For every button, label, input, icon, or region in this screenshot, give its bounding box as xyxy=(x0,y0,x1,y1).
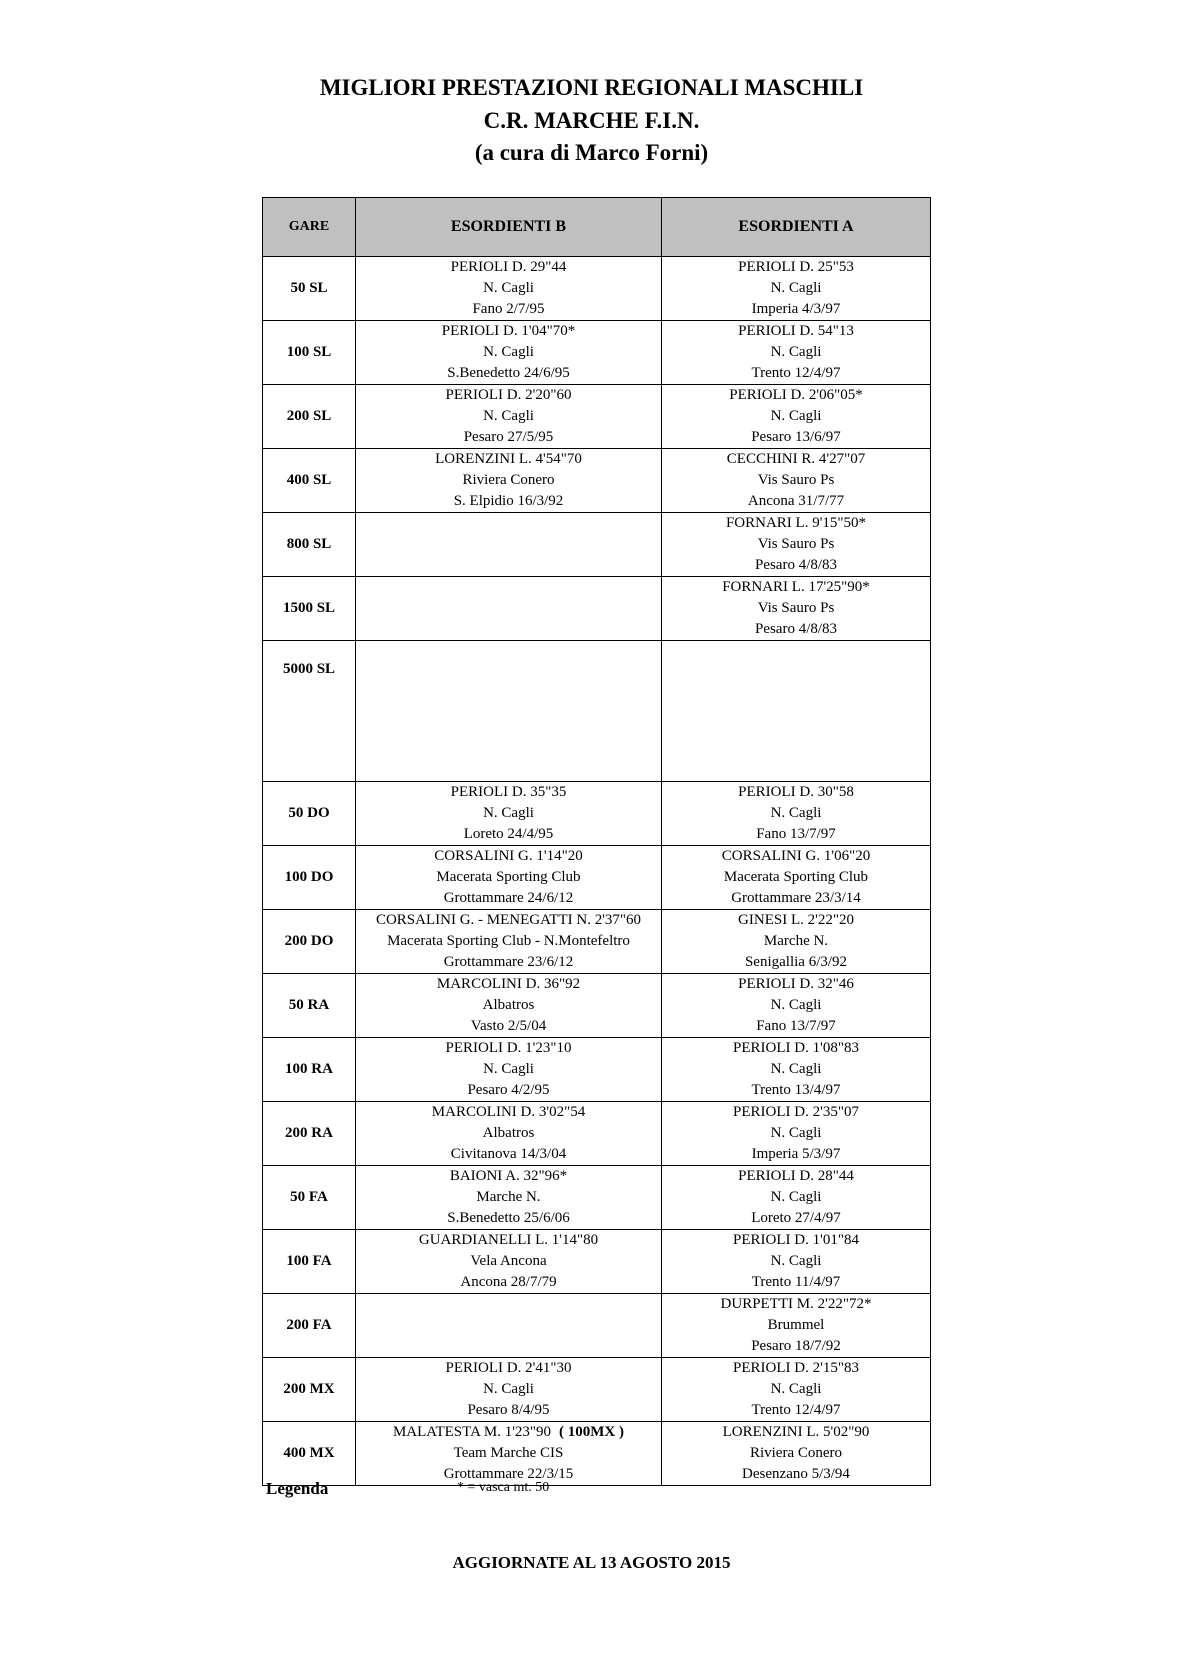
record-place-date: Trento 11/4/97 xyxy=(751,1274,841,1290)
record-club: Macerata Sporting Club xyxy=(723,869,869,885)
esordienti-a-cell xyxy=(662,1294,931,1358)
header-esordienti-a: ESORDIENTI A xyxy=(662,198,931,257)
table-row xyxy=(263,577,931,641)
event-cell: 5000 SL xyxy=(263,641,356,782)
event-cell: 50 SL xyxy=(263,257,356,321)
esordienti-b-cell xyxy=(356,910,662,974)
table-row xyxy=(263,641,931,782)
record-athlete-time: PERIOLI D. 35"35 xyxy=(450,784,567,800)
record-athlete-time: PERIOLI D. 1'01"84 xyxy=(733,1232,859,1248)
record-place-date: Civitanova 14/3/04 xyxy=(450,1146,567,1162)
record-place-date: Fano 2/7/95 xyxy=(472,301,545,317)
record-club: N. Cagli xyxy=(770,1381,822,1397)
record-club: N. Cagli xyxy=(483,344,534,360)
event-cell: 100 SL xyxy=(263,321,356,385)
record-club: N. Cagli xyxy=(770,1125,822,1141)
record-club: Riviera Conero xyxy=(749,1445,843,1461)
record-place-date: Ancona 28/7/79 xyxy=(460,1274,557,1290)
esordienti-a-cell xyxy=(662,321,931,385)
record-athlete-time: CORSALINI G. 1'06"20 xyxy=(721,848,871,864)
record-athlete-time xyxy=(356,1422,661,1443)
esordienti-a-cell xyxy=(662,1422,931,1486)
event-cell: 200 RA xyxy=(263,1102,356,1166)
record-place-date: Pesaro 8/4/95 xyxy=(467,1402,550,1418)
table-row xyxy=(263,974,931,1038)
record-athlete-time: PERIOLI D. 2'41"30 xyxy=(445,1360,572,1376)
record-athlete-time: PERIOLI D. 2'15"83 xyxy=(733,1360,859,1376)
esordienti-b-cell xyxy=(356,513,662,577)
record-athlete-time: GINESI L. 2'22"20 xyxy=(738,912,854,928)
record-place-date: S.Benedetto 25/6/06 xyxy=(447,1210,570,1226)
record-place-date: Loreto 27/4/97 xyxy=(751,1210,841,1226)
record-place-date: Trento 12/4/97 xyxy=(751,365,841,381)
event-cell: 200 DO xyxy=(263,910,356,974)
table-row xyxy=(263,385,931,449)
record-athlete-time: PERIOLI D. 29"44 xyxy=(450,259,567,275)
record-athlete-time: LORENZINI L. 4'54"70 xyxy=(435,451,582,467)
event-cell: 50 RA xyxy=(263,974,356,1038)
record-place-date: Grottammare 22/3/15 xyxy=(443,1466,574,1482)
record-athlete-time: DURPETTI M. 2'22"72* xyxy=(720,1296,872,1312)
title-line-2: C.R. MARCHE F.I.N. xyxy=(483,108,700,133)
esordienti-a-cell xyxy=(662,1102,931,1166)
event-cell: 50 FA xyxy=(263,1166,356,1230)
record-club: N. Cagli xyxy=(483,1381,534,1397)
record-athlete-time: CORSALINI G. 1'14"20 xyxy=(434,848,583,864)
title-line-1: MIGLIORI PRESTAZIONI REGIONALI MASCHILI xyxy=(319,75,864,100)
record-place-date: Desenzano 5/3/94 xyxy=(742,1466,850,1482)
event-cell: 200 SL xyxy=(263,385,356,449)
event-cell: 50 DO xyxy=(263,782,356,846)
table-row xyxy=(263,1102,931,1166)
record-place-date: Pesaro 27/5/95 xyxy=(463,429,554,445)
record-club: N. Cagli xyxy=(770,1061,822,1077)
esordienti-a-cell xyxy=(662,1038,931,1102)
table-row xyxy=(263,449,931,513)
record-place-date: Fano 13/7/97 xyxy=(756,1018,836,1034)
record-note: ( 100MX ) xyxy=(559,1424,625,1440)
update-date: AGGIORNATE AL 13 AGOSTO 2015 xyxy=(452,1553,731,1572)
esordienti-a-cell xyxy=(662,782,931,846)
event-cell: 100 DO xyxy=(263,846,356,910)
record-place-date: Loreto 24/4/95 xyxy=(463,826,554,842)
record-club: N. Cagli xyxy=(770,1189,822,1205)
record-athlete-time-text: MALATESTA M. 1'23"90 xyxy=(392,1424,552,1440)
record-club: Vis Sauro Ps xyxy=(757,536,835,552)
table-row xyxy=(263,1038,931,1102)
record-athlete-time: BAIONI A. 32"96* xyxy=(449,1168,568,1184)
record-athlete-time: PERIOLI D. 54"13 xyxy=(738,323,854,339)
esordienti-a-cell xyxy=(662,577,931,641)
esordienti-b-cell xyxy=(356,1230,662,1294)
header-gare: GARE xyxy=(263,198,356,257)
record-athlete-time: CORSALINI G. - MENEGATTI N. 2'37"60 xyxy=(375,912,642,928)
record-place-date: Grottammare 23/6/12 xyxy=(443,954,574,970)
record-club: N. Cagli xyxy=(770,805,822,821)
esordienti-a-cell xyxy=(662,1166,931,1230)
esordienti-a-cell xyxy=(662,449,931,513)
record-club: N. Cagli xyxy=(770,280,822,296)
record-place-date: Imperia 4/3/97 xyxy=(751,301,841,317)
record-athlete-time: PERIOLI D. 32"46 xyxy=(738,976,854,992)
esordienti-a-cell xyxy=(662,1230,931,1294)
event-cell: 200 FA xyxy=(263,1294,356,1358)
esordienti-b-cell xyxy=(356,385,662,449)
record-place-date: Grottammare 24/6/12 xyxy=(443,890,574,906)
record-club: N. Cagli xyxy=(483,408,534,424)
record-club: N. Cagli xyxy=(770,408,822,424)
record-club: Macerata Sporting Club xyxy=(436,869,581,885)
record-place-date: Pesaro 4/2/95 xyxy=(467,1082,550,1098)
event-cell: 200 MX xyxy=(263,1358,356,1422)
record-athlete-time: PERIOLI D. 25"53 xyxy=(738,259,854,275)
record-club: Team Marche CIS xyxy=(453,1445,564,1461)
record-place-date: Senigallia 6/3/92 xyxy=(744,954,848,970)
esordienti-a-cell xyxy=(662,846,931,910)
records-table xyxy=(262,197,931,1486)
esordienti-b-cell xyxy=(356,321,662,385)
record-athlete-time: PERIOLI D. 1'23"10 xyxy=(445,1040,572,1056)
esordienti-a-cell xyxy=(662,513,931,577)
record-place-date: Pesaro 18/7/92 xyxy=(751,1338,841,1354)
event-cell: 100 RA xyxy=(263,1038,356,1102)
record-athlete-time: GUARDIANELLI L. 1'14"80 xyxy=(418,1232,599,1248)
esordienti-b-cell xyxy=(356,1422,662,1486)
table-row xyxy=(263,1358,931,1422)
record-club: N. Cagli xyxy=(770,344,822,360)
esordienti-a-cell xyxy=(662,257,931,321)
record-athlete-time: MARCOLINI D. 36"92 xyxy=(436,976,581,992)
esordienti-a-cell xyxy=(662,641,931,782)
record-athlete-time: FORNARI L. 17'25"90* xyxy=(722,579,870,595)
esordienti-b-cell xyxy=(356,1166,662,1230)
esordienti-b-cell xyxy=(356,1358,662,1422)
record-place-date: Pesaro 4/8/83 xyxy=(754,621,838,637)
record-athlete-time: PERIOLI D. 2'35"07 xyxy=(733,1104,859,1120)
esordienti-b-cell xyxy=(356,974,662,1038)
table-row xyxy=(263,1294,931,1358)
table-row xyxy=(263,321,931,385)
esordienti-b-cell xyxy=(356,1294,662,1358)
table-row xyxy=(263,1230,931,1294)
record-place-date: Imperia 5/3/97 xyxy=(751,1146,841,1162)
record-club: N. Cagli xyxy=(483,1061,534,1077)
record-club: Macerata Sporting Club - N.Montefeltro xyxy=(387,933,630,949)
record-place-date: Fano 13/7/97 xyxy=(756,826,836,842)
table-row xyxy=(263,782,931,846)
esordienti-a-cell xyxy=(662,910,931,974)
table-header-row xyxy=(263,198,931,257)
esordienti-a-cell xyxy=(662,1358,931,1422)
record-place-date: S.Benedetto 24/6/95 xyxy=(447,365,570,381)
record-club: Riviera Conero xyxy=(462,472,555,488)
record-club: Marche N. xyxy=(476,1189,541,1205)
record-club: Vis Sauro Ps xyxy=(757,600,835,616)
event-cell: 800 SL xyxy=(263,513,356,577)
record-place-date: Pesaro 13/6/97 xyxy=(751,429,841,445)
table-row xyxy=(263,1166,931,1230)
legend-text: * = vasca mt. 50 xyxy=(457,1480,550,1495)
legend-label: Legenda xyxy=(266,1479,329,1498)
record-club: Vis Sauro Ps xyxy=(757,472,835,488)
table-row xyxy=(263,846,931,910)
record-athlete-time: LORENZINI L. 5'02"90 xyxy=(722,1424,870,1440)
record-club: N. Cagli xyxy=(770,997,822,1013)
header-esordienti-b: ESORDIENTI B xyxy=(356,198,662,257)
record-place-date: S. Elpidio 16/3/92 xyxy=(453,493,564,509)
record-athlete-time: CECCHINI R. 4'27"07 xyxy=(726,451,866,467)
records-body xyxy=(263,257,931,1486)
table-row xyxy=(263,1422,931,1486)
record-club: Albatros xyxy=(482,997,535,1013)
record-athlete-time: PERIOLI D. 1'04"70* xyxy=(441,323,576,339)
record-athlete-time: PERIOLI D. 2'06"05* xyxy=(729,387,863,403)
event-cell: 1500 SL xyxy=(263,577,356,641)
record-place-date: Grottammare 23/3/14 xyxy=(731,890,861,906)
table-row xyxy=(263,257,931,321)
table-row xyxy=(263,910,931,974)
esordienti-b-cell xyxy=(356,257,662,321)
record-athlete-time: PERIOLI D. 1'08"83 xyxy=(733,1040,859,1056)
event-cell: 400 SL xyxy=(263,449,356,513)
record-place-date: Trento 12/4/97 xyxy=(751,1402,841,1418)
title-line-3: (a cura di Marco Forni) xyxy=(474,140,709,165)
record-club: Vela Ancona xyxy=(470,1253,547,1269)
record-place-date: Ancona 31/7/77 xyxy=(747,493,845,509)
table-row xyxy=(263,513,931,577)
event-cell: 400 MX xyxy=(263,1422,356,1486)
record-athlete-time: FORNARI L. 9'15"50* xyxy=(725,515,867,531)
esordienti-b-cell xyxy=(356,577,662,641)
esordienti-b-cell xyxy=(356,641,662,782)
record-athlete-time: PERIOLI D. 30"58 xyxy=(738,784,854,800)
record-club: Marche N. xyxy=(763,933,829,949)
esordienti-b-cell xyxy=(356,1102,662,1166)
record-athlete-time: MARCOLINI D. 3'02"54 xyxy=(431,1104,586,1120)
esordienti-b-cell xyxy=(356,1038,662,1102)
event-cell: 100 FA xyxy=(263,1230,356,1294)
esordienti-b-cell xyxy=(356,782,662,846)
record-club: Albatros xyxy=(482,1125,535,1141)
record-place-date: Trento 13/4/97 xyxy=(751,1082,841,1098)
record-club: N. Cagli xyxy=(483,805,534,821)
record-club: N. Cagli xyxy=(770,1253,822,1269)
record-place-date: Vasto 2/5/04 xyxy=(470,1018,547,1034)
esordienti-b-cell xyxy=(356,846,662,910)
record-club: Brummel xyxy=(767,1317,825,1333)
record-athlete-time: PERIOLI D. 2'20"60 xyxy=(445,387,572,403)
esordienti-a-cell xyxy=(662,385,931,449)
record-place-date: Pesaro 4/8/83 xyxy=(754,557,838,573)
record-club: N. Cagli xyxy=(483,280,534,296)
esordienti-a-cell xyxy=(662,974,931,1038)
record-athlete-time: PERIOLI D. 28"44 xyxy=(738,1168,854,1184)
esordienti-b-cell xyxy=(356,449,662,513)
